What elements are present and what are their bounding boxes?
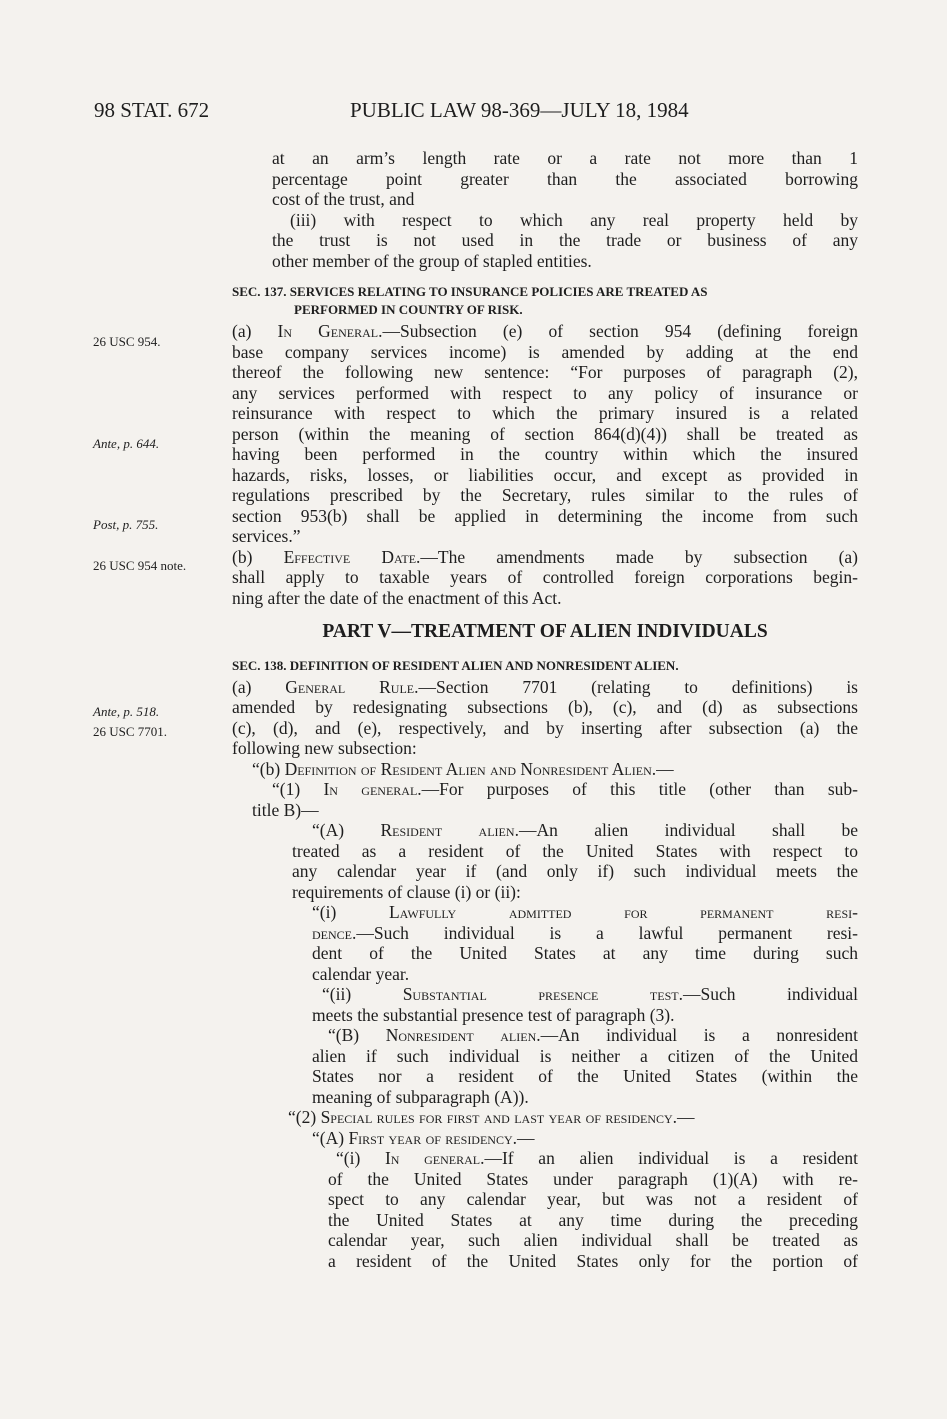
text-line: having been performed in the country within which the insured [232, 444, 858, 464]
subparagraph-A-line [232, 1128, 858, 1149]
enum: (b) [232, 546, 284, 567]
text-line: other member of the group of stapled entities. [272, 250, 592, 271]
text: .—An individual is a nonresident [536, 1025, 858, 1045]
text-line: of the United States under paragraph (1)(A) with re- [328, 1168, 858, 1189]
text-line: meaning of subparagraph (A)). [312, 1086, 529, 1107]
statute-text [232, 148, 858, 1271]
margin-note: 26 USC 7701. [93, 724, 168, 739]
text-line: thereof the following new sentence: “For purposes of paragraph (2), [232, 362, 858, 382]
subsection-heading: In General [277, 321, 379, 341]
text-line: services.” [232, 526, 301, 546]
text-line: calendar year, such alien individual shall be treated as [328, 1230, 858, 1250]
paragraph-2-line [232, 1107, 858, 1128]
definition-heading-line [232, 759, 858, 780]
enum: “(A) [312, 1127, 349, 1148]
text-line: regulations prescribed by the Secretary, rules similar to the rules of [232, 485, 858, 505]
law-title: PUBLIC LAW 98-369—JULY 18, 1984 [350, 98, 689, 122]
subparagraph-B-line [232, 1025, 858, 1046]
text-line: calendar year. [312, 963, 410, 984]
enum: “(A) [312, 820, 381, 840]
text: .—The amendments made by subsection (a) [416, 546, 859, 567]
subsection-heading: Definition of Resident Alien and Nonresident Alien [284, 758, 652, 779]
part-heading: PART V—TREATMENT OF ALIEN INDIVIDUALS [322, 621, 768, 642]
text-line: dent of the United States at any time during such [312, 943, 858, 963]
clause-i-line [232, 1148, 858, 1169]
text-line: a resident of the United States only for the portion of [328, 1250, 858, 1271]
text-line: meets the substantial presence test of paragraph (3). [312, 1004, 675, 1025]
text-line: at an arm’s length rate or a rate not more than 1 [272, 148, 858, 168]
text-line: hazards, risks, losses, or liabilities occur, and except as provided in [232, 464, 858, 485]
enum: (a) [232, 676, 286, 697]
page-header [0, 98, 947, 128]
subparagraph-heading: Nonresident alien [385, 1025, 537, 1045]
subparagraph-heading: First year of residency [348, 1127, 513, 1148]
text-line: any calendar year if (and only if) such individual meets the [292, 861, 858, 881]
clause-ii-line [232, 984, 858, 1005]
clause-i-line [232, 923, 858, 944]
subparagraph-A-line [232, 820, 858, 841]
text: .— [512, 1127, 535, 1148]
paragraph-heading: In general [323, 779, 418, 799]
text-line: section 953(b) shall be applied in determining the income from such [232, 505, 858, 526]
clause-heading: Substantial presence test [402, 984, 679, 1004]
text-line: any services performed with respect to any policy of insurance or [232, 382, 858, 403]
text-line: requirements of clause (i) or (ii): [292, 881, 521, 902]
text-line: person (within the meaning of section 864(d)(4)) shall be treated as [232, 423, 858, 444]
subsection-a-line [232, 677, 858, 698]
stat-page-number: 98 STAT. 672 [94, 98, 210, 122]
clause-heading: Lawfully admitted for permanent resi- [388, 902, 858, 922]
section-138-heading: SEC. 138. DEFINITION OF RESIDENT ALIEN AND NONRESIDENT ALIEN. [232, 657, 679, 673]
text-line: States nor a resident of the United States (within the [312, 1066, 858, 1086]
text-line: spect to any calendar year, but was not a resident of [328, 1189, 858, 1209]
text: .—Such individual is a lawful permanent resi- [352, 922, 858, 943]
text-line: (iii) with respect to which any real property held by [290, 209, 858, 230]
subsection-a-line [232, 321, 858, 342]
paragraph-1-line [232, 779, 858, 800]
text-line: base company services income) is amended by adding at the end [232, 341, 858, 362]
enum: “(b) [252, 758, 285, 779]
text-line: shall apply to taxable years of controlled foreign corporations begin- [232, 567, 858, 587]
text: .— [651, 758, 674, 779]
text-line: treated as a resident of the United States with respect to [292, 840, 858, 861]
paragraph-heading: Special rules for first and last year of residency [320, 1107, 673, 1127]
enum: “(i) [312, 902, 389, 922]
enum: “(ii) [322, 984, 403, 1004]
text: .—Such individual [678, 984, 858, 1004]
text: .—For purposes of this title (other than sub- [417, 779, 858, 799]
text: .—Section 7701 (relating to definitions) is [414, 676, 858, 697]
text: .— [672, 1107, 695, 1127]
section-137-heading [232, 283, 858, 319]
clause-heading: In general [384, 1148, 481, 1168]
text-line: the United States at any time during the preceding [328, 1209, 858, 1230]
clause-heading: dence [312, 922, 352, 943]
margin-note: Ante, p. 644. [93, 436, 160, 451]
text: .—Subsection (e) of section 954 (defining foreign [378, 321, 858, 341]
subparagraph-heading: Resident alien [380, 820, 515, 840]
subsection-heading: Effective Date [283, 546, 417, 567]
enum: (a) [232, 321, 278, 341]
text-line: alien if such individual is neither a citizen of the United [312, 1045, 858, 1066]
text: .—An alien individual shall be [514, 820, 859, 840]
text-line: percentage point greater than the associated borrowing [272, 168, 858, 189]
text-line: (c), (d), and (e), respectively, and by inserting after subsection (a) the [232, 717, 858, 738]
enum: “(1) [272, 779, 324, 799]
text-line: ning after the date of the enactment of this Act. [232, 587, 562, 608]
margin-note: 26 USC 954. [93, 334, 161, 349]
text-line: following new subsection: [232, 738, 417, 758]
margin-note: Ante, p. 518. [93, 704, 160, 719]
subsection-heading: General Rule [285, 676, 415, 697]
subsection-b-line [232, 547, 858, 568]
text-line: the trust is not used in the trade or business of any [272, 230, 858, 250]
clause-i-line [232, 902, 858, 923]
text-line: cost of the trust, and [272, 189, 415, 209]
enum: “(2) [288, 1107, 321, 1127]
text-line: amended by redesignating subsections (b), (c), and (d) as subsections [232, 697, 858, 717]
margin-note: 26 USC 954 note. [93, 558, 187, 573]
text: .—If an alien individual is a resident [480, 1148, 858, 1168]
margin-note: Post, p. 755. [93, 517, 159, 532]
section-heading-line: PERFORMED IN COUNTRY OF RISK. [294, 302, 523, 317]
text-line: title B)— [252, 799, 319, 820]
text-line: reinsurance with respect to which the primary insured is a related [232, 403, 858, 423]
enum: “(B) [328, 1025, 386, 1045]
enum: “(i) [336, 1148, 385, 1168]
section-heading-line: SEC. 137. SERVICES RELATING TO INSURANCE POLICIES ARE TREATED AS [232, 284, 708, 299]
